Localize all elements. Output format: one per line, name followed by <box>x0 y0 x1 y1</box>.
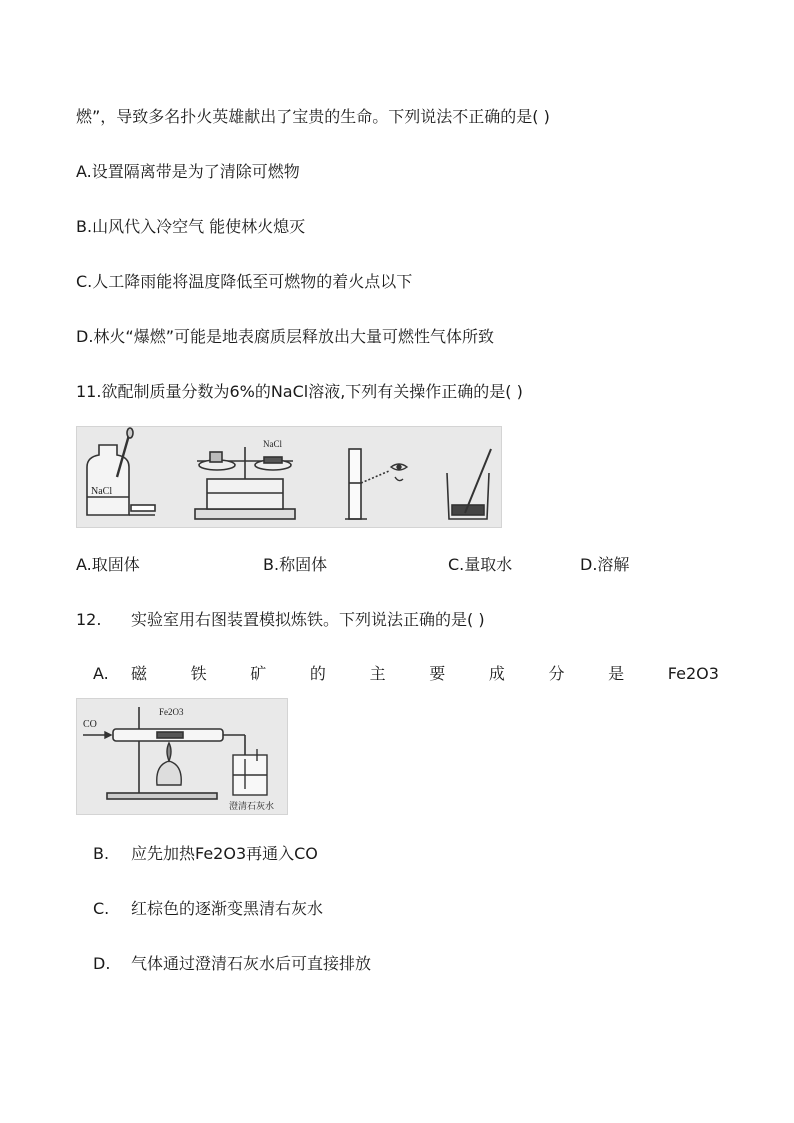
graduated-cylinder-icon <box>345 449 389 519</box>
limewater-label: 澄清石灰水 <box>229 802 275 812</box>
q12-option-b-label: B. <box>93 844 110 863</box>
co-label: CO <box>83 719 97 730</box>
balance-icon <box>195 447 295 519</box>
q12-a-char: 矿 <box>250 664 267 683</box>
q11-option-c: C.量取水 <box>448 555 513 574</box>
iron-smelting-apparatus-illustration <box>77 699 287 814</box>
arrow-right-icon <box>83 732 111 738</box>
q12-a-char: 分 <box>548 664 565 683</box>
bottle-label: NaCl <box>91 486 113 497</box>
q12-a-char: 的 <box>309 664 326 683</box>
q10-option-d: D.林火“爆燃”可能是地表腐质层释放出大量可燃性气体所致 <box>76 327 494 346</box>
q10-stem: 燃”，导致多名扑火英雄献出了宝贵的生命。下列说法不正确的是( ) <box>76 107 550 126</box>
eye-icon <box>391 464 407 481</box>
q12-option-c-label: C. <box>93 899 110 918</box>
balance-label: NaCl <box>263 439 282 449</box>
q11-stem: 11.欲配制质量分数为6%的NaCl溶液,下列有关操作正确的是( ) <box>76 382 523 401</box>
q11-figure <box>76 426 502 528</box>
fe2o3-label: Fe2O3 <box>159 707 184 717</box>
q12-option-d-label: D. <box>93 954 111 973</box>
q10-option-c: C.人工降雨能将温度降低至可燃物的着火点以下 <box>76 272 413 291</box>
q12-option-a-label: A. <box>93 664 109 683</box>
q11-option-d: D.溶解 <box>580 555 630 574</box>
q10-option-b: B.山风代入冷空气 能使林火熄灭 <box>76 217 306 236</box>
q12-stem: 实验室用右图装置模拟炼铁。下列说法正确的是( ) <box>131 610 485 629</box>
q12-a-char: 是 <box>608 664 625 683</box>
q12-a-char: 磁 <box>131 664 148 683</box>
q12-figure <box>76 698 288 815</box>
q11-option-b: B.称固体 <box>263 555 328 574</box>
q12-a-formula: Fe2O3 <box>667 664 719 683</box>
reagent-bottle-icon <box>87 428 155 515</box>
alcohol-lamp-icon <box>157 743 182 785</box>
q11-option-a: A.取固体 <box>76 555 140 574</box>
q10-option-a: A.设置隔离带是为了清除可燃物 <box>76 162 300 181</box>
q12-option-d: 气体通过澄清石灰水后可直接排放 <box>131 954 372 973</box>
q12-number: 12. <box>76 610 102 629</box>
q12-a-char: 要 <box>429 664 446 683</box>
q12-a-char: 铁 <box>190 664 207 683</box>
q12-a-char: 成 <box>488 664 505 683</box>
q12-a-char: 主 <box>369 664 386 683</box>
gas-washing-bottle-icon <box>233 749 267 795</box>
q12-option-c: 红棕色的逐渐变黑清右灰水 <box>131 899 324 918</box>
combustion-tube-icon <box>113 729 245 763</box>
lab-operations-illustration <box>77 427 501 527</box>
q12-option-b: 应先加热Fe2O3再通入CO <box>131 844 318 863</box>
q12-option-a-text <box>131 664 719 684</box>
beaker-icon <box>447 449 491 519</box>
